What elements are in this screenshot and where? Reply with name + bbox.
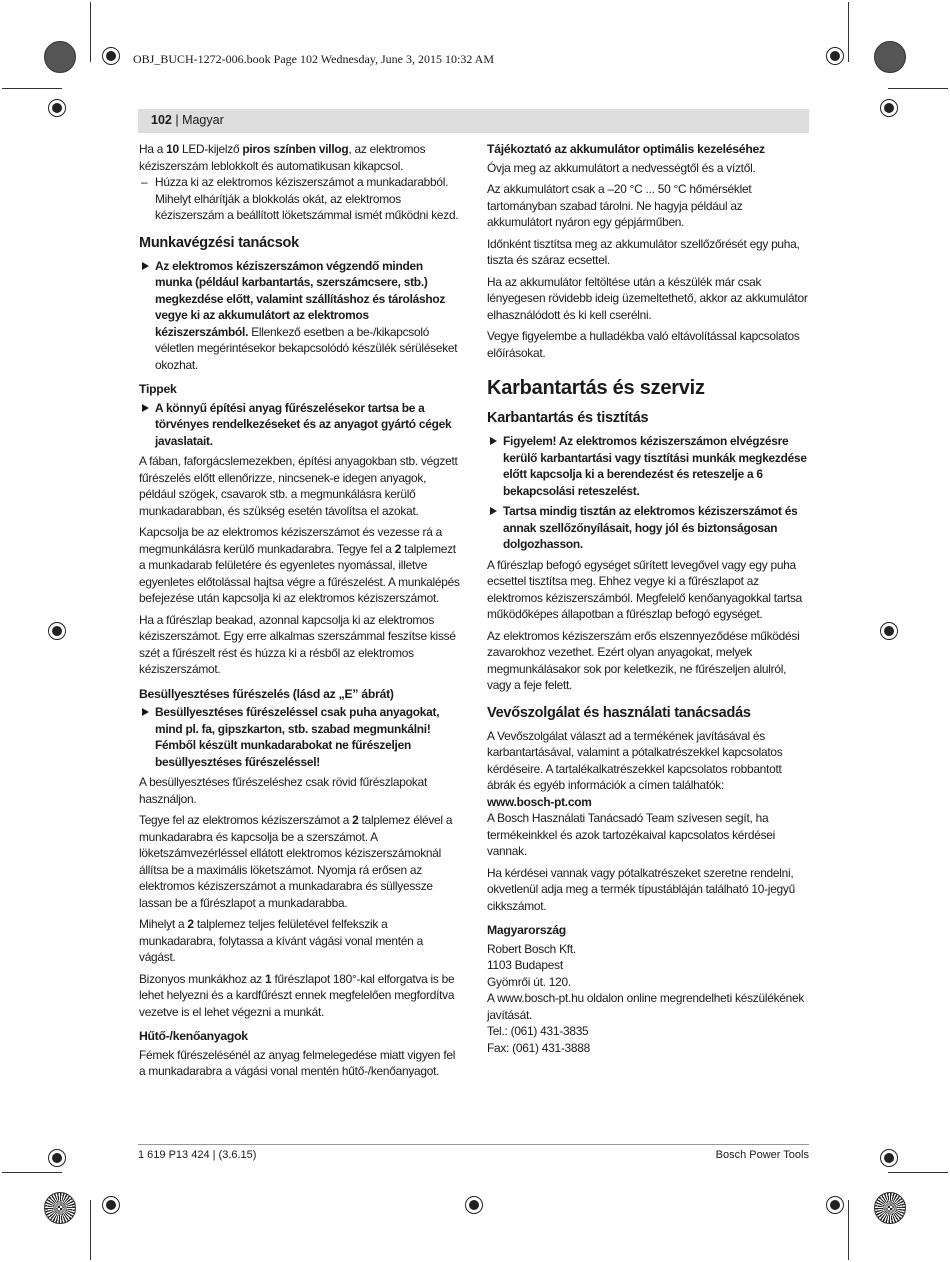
arrow-bullet-icon (142, 708, 149, 716)
registration-mark (48, 99, 66, 117)
paragraph: Tegye fel az elektromos kéziszerszámot a 2 talplemez élével a munkadarabra és kapcsolja be a szerszámot. A löketszámvezérléssel ellátott elektromos kéziszerszámoknál állítsa be a maximális löketszámot. Nyomja rá erősen az elektromos kéziszerszámot a munkadarabra és süllyessze lassan be a fűrészlapot a munkadarabba. (139, 813, 453, 910)
page-header: 102 | Magyar (151, 113, 224, 127)
paragraph: A fűrészlap befogó egységet sűrített levegővel vagy egy puha ecsettel tisztítsa meg. Ehhez vegye ki a fűrészlapot az elektromos kéziszerszámból. Megfelelő kenőanyagokkal tartsa működőképes állapotban a fűrészlap befogó egységet. (487, 557, 803, 621)
star-target-mark (874, 1192, 906, 1224)
intro-paragraph: Ha a 10 LED-kijelző piros színben villog, az elektromos kéziszerszám leblokkolt és automatikusan kikapcsol. (139, 142, 426, 173)
registration-mark (102, 1196, 120, 1214)
safety-warning: A könnyű építési anyag fűrészelésekor tartsa be a törvényes rendelkezéseket és az anyagot gyártó cégek javaslatait. (139, 400, 461, 450)
crop-line (90, 1200, 91, 1260)
paragraph: Mihelyt a 2 talplemez teljes felületével felfekszik a munkadarabra, folytassa a kívánt vágási vonal mentén a vágást. (139, 917, 423, 964)
paragraph: Bizonyos munkákhoz az 1 fűrészlapot 180°-kal elforgatva is be lehet helyezni és a kardfűrészt ennek megfelelően megfordítva vezetve is el lehet végezni a munkát. (139, 971, 455, 1019)
page-header-bar (138, 109, 809, 133)
page-number: 102 (151, 113, 172, 127)
registration-mark (48, 622, 66, 640)
color-disc-mark (874, 41, 906, 73)
paragraph: Az akkumulátort csak a –20 °C ... 50 °C hőmérséklet tartományban szabad tárolni. Ne hagyja például az akkumulátort nyáron egy gépjárműben. (487, 182, 752, 229)
registration-mark (880, 622, 898, 640)
crop-line (2, 88, 62, 89)
paragraph: Az elektromos kéziszerszám erős elszennyeződése működési zavarokhoz vezethet. Ezért olyan anyagokat, melyek megmunkálásakor sok por keletkezik, ne fűrészeljen alulról, vagy a feje felett. (487, 628, 800, 692)
star-target-mark (44, 1192, 76, 1224)
crop-line (90, 2, 91, 62)
paragraph: A fában, faforgácslemezekben, építési anyagokban stb. végzett fűrészelés előtt ellenőrizze, nincsenek-e idegen anyagok, például szögek, csavarok stb. a megmunkálásra kerülő munkadarabban, és szükség esetén távolítsa el azokat. (139, 454, 458, 518)
paragraph: Ha az akkumulátor feltöltése után a készülék már csak lényegesen rövidebb ideig üzemeltethető, akkor az akkumulátor elhasználódott és ki kell cserélni. (487, 274, 808, 322)
registration-mark (826, 47, 844, 65)
arrow-bullet-icon (142, 262, 149, 270)
footer-divider (138, 1144, 809, 1145)
heading-besullyeszteses: Besüllyesztéses fűrészelés (lásd az „E” ábrát) (139, 686, 394, 701)
heading-munkavegzesi: Munkavégzési tanácsok (139, 234, 299, 251)
left-column (139, 141, 461, 1085)
paragraph: Vegye figyelembe a hulladékba való eltávolítással kapcsolatos előírásokat. (487, 329, 800, 360)
address-line: A www.bosch-pt.hu oldalon online megrendelheti készülékének javítását. (487, 991, 805, 1022)
phone-number: Tel.: (061) 431-3835 (487, 1024, 589, 1038)
safety-warning: Figyelem! Az elektromos kéziszerszámon elvégzésre kerülő karbantartási vagy tisztítási munkák megkezdése előtt kapcsolja ki a berendezést és reteszelje a 6 bekapcsolási reteszelést. (487, 433, 809, 499)
registration-mark (826, 1196, 844, 1214)
paragraph: Időnként tisztítsa meg az akkumulátor szellőzőrését egy puha, tiszta és száraz ecsettel. (487, 236, 800, 267)
crop-line (888, 88, 948, 89)
registration-mark (880, 1149, 898, 1167)
crop-line (848, 2, 849, 62)
header-language: Magyar (182, 113, 224, 127)
crop-line (2, 1172, 62, 1173)
safety-warning: Az elektromos kéziszerszámon végzendő minden munka (például karbantartás, szerszámcsere, stb.) megkezdése előtt, valamint szállításhoz és tároláshoz vegye ki az akkumulátort az elektromos kéziszerszámból. Ellenkező esetben a be-/kikapcsoló véletlen megérintésekor bekapcsolódó készülék sérüléseket okozhat. (139, 258, 461, 374)
crop-line (848, 1200, 849, 1260)
color-disc-mark (44, 41, 76, 73)
registration-mark (465, 1196, 483, 1214)
safety-warning: Besüllyesztéses fűrészeléssel csak puha anyagokat, mind pl. fa, gipszkarton, stb. szabad megmunkálni! Fémből készült munkadarabokat ne fűrészeljen besüllyesztéses fűrészeléssel! (139, 704, 461, 770)
print-slug: OBJ_BUCH-1272-006.book Page 102 Wednesday, June 3, 2015 10:32 AM (133, 52, 495, 66)
safety-warning: Tartsa mindig tisztán az elektromos kéziszerszámot és annak szellőzőnyílásait, hogy jól és biztonságosan dolgozhasson. (487, 503, 809, 553)
paragraph: A Vevőszolgálat választ ad a termékének javításával és karbantartásával, valamint a pótalkatrészekkel kapcsolatos kérdéseire. A tartalékalkatrészekkel kapcsolatos robbantott ábrák és egyéb információk a címen találhatók: (487, 728, 783, 792)
paragraph: Fémek fűrészelésénél az anyag felmelegedése miatt vigyen fel a munkadarabra a vágási vonal mentén hűtő-/kenőanyagot. (139, 1047, 456, 1078)
paragraph: A Bosch Használati Tanácsadó Team szívesen segít, ha termékeinkkel és azok tartozékaival kapcsolatos kérdései vannak. (487, 811, 776, 858)
paragraph: Ha kérdései vannak vagy pótalkatrészeket szeretne rendelni, okvetlenül adja meg a termék típustábláján található 10-jegyű cikkszámot. (487, 865, 795, 913)
footer-doc-number: 1 619 P13 424 | (3.6.15) (138, 1149, 257, 1161)
registration-mark (48, 1149, 66, 1167)
fax-number: Fax: (061) 431-3888 (487, 1040, 590, 1055)
address-line: Robert Bosch Kft. (487, 941, 576, 956)
right-column (487, 141, 809, 1056)
address-line: 1103 Budapest (487, 958, 563, 972)
registration-mark (880, 99, 898, 117)
heading-vevoszolgalat: Vevőszolgálat és használati tanácsadás (487, 704, 751, 721)
paragraph: Óvja meg az akkumulátort a nedvességtől és a víztől. (487, 160, 756, 175)
address-line: Gyömrői út. 120. (487, 974, 571, 989)
heading-tippek: Tippek (139, 382, 177, 396)
website-link[interactable]: www.bosch-pt.com (487, 794, 592, 809)
heading-huto-kenoanyagok: Hűtő-/kenőanyagok (139, 1029, 248, 1043)
heading-karbantartas-es-szerviz: Karbantartás és szerviz (487, 377, 705, 399)
heading-akkumulator: Tájékoztató az akkumulátor optimális kezeléséhez (487, 142, 765, 156)
paragraph: Kapcsolja be az elektromos kéziszerszámot és vezesse rá a megmunkálásra kerülő munkadarabra. Tegye fel a 2 talplemezt a munkadarab felületére és egyenletes nyomással, illetve egyenletes előtolással hajtsa végre a fűrészelést. A munkalépés befejezése után kapcsolja ki az elektromos kéziszerszámot. (139, 525, 460, 605)
heading-karbantartas-es-tisztitas: Karbantartás és tisztítás (487, 410, 649, 426)
registration-mark (102, 47, 120, 65)
footer-brand: Bosch Power Tools (715, 1149, 809, 1161)
dash-list-item: – Húzza ki az elektromos kéziszerszámot a munkadarabból. Mihelyt elhárítják a blokkolás okát, az elektromos kéziszerszám a beállított löketszámmal ismét működni kezd. (141, 175, 459, 222)
paragraph: A besüllyesztéses fűrészeléshez csak rövid fűrészlapokat használjon. (139, 775, 428, 806)
arrow-bullet-icon (490, 507, 497, 515)
arrow-bullet-icon (142, 404, 149, 412)
paragraph: Ha a fűrészlap beakad, azonnal kapcsolja ki az elektromos kéziszerszámot. Egy erre alkalmas szerszámmal feszítse kissé szét a fűrészelt rést és húzza ki a résből az elektromos kéziszerszámot. (139, 612, 456, 676)
heading-magyarorszag: Magyarország (487, 923, 566, 937)
arrow-bullet-icon (490, 437, 497, 445)
crop-line (888, 1172, 948, 1173)
